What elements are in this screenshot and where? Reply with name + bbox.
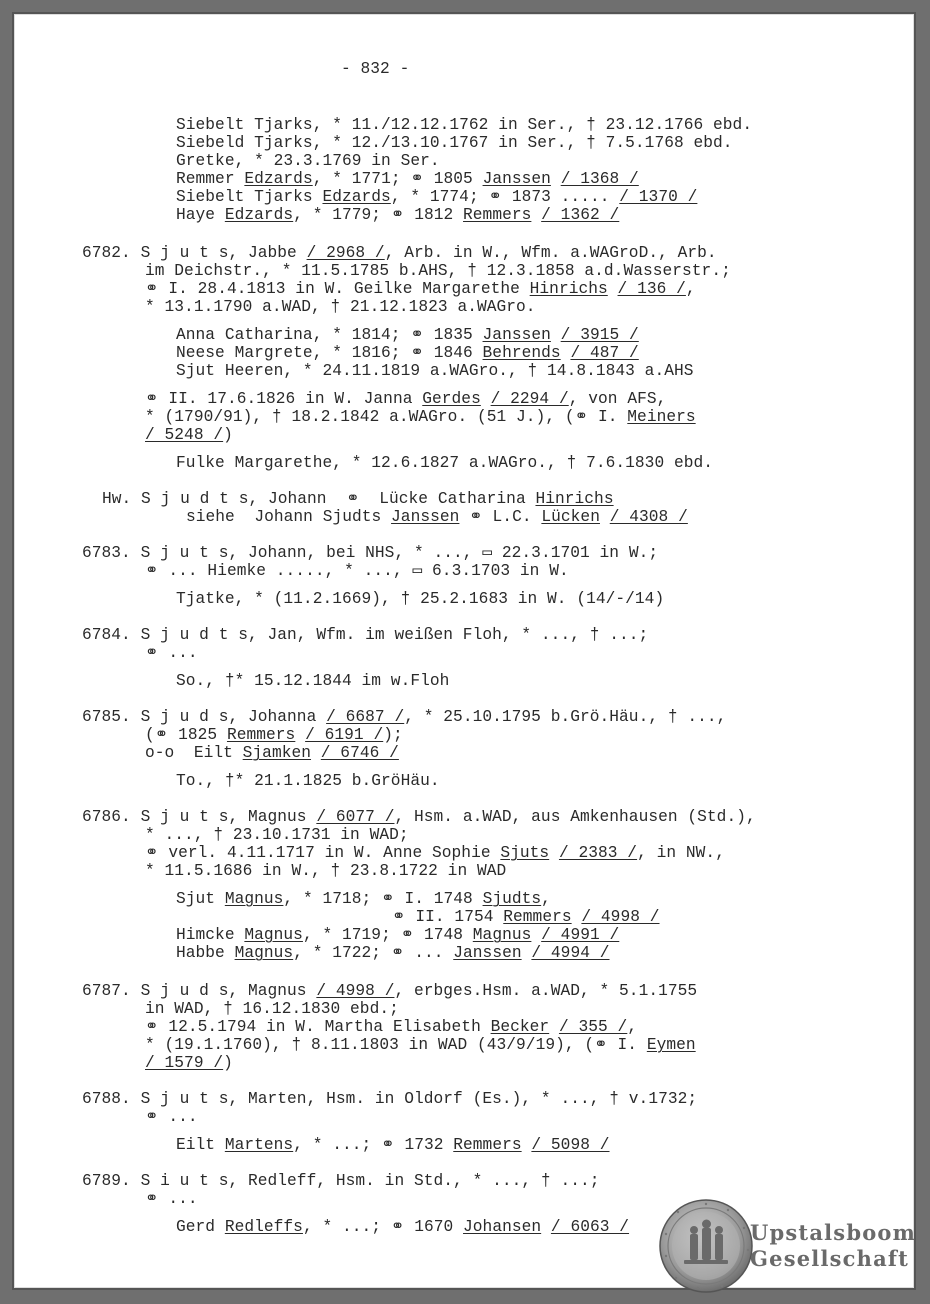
entry-line <box>176 926 619 944</box>
underlined-reference: Janssen <box>453 944 522 962</box>
underlined-reference: / 3915 / <box>560 326 639 344</box>
brand-name <box>750 1220 917 1272</box>
entry-text: , von AFS, <box>568 390 667 408</box>
underlined-reference: Magnus <box>224 890 284 908</box>
entry-text: Habbe <box>176 944 235 962</box>
entry-text <box>551 326 561 344</box>
entry-text <box>549 1018 559 1036</box>
underlined-reference: Behrends <box>482 344 561 362</box>
entry-line <box>145 1108 198 1126</box>
entry-text: ) <box>223 1054 233 1072</box>
entry-text <box>481 390 491 408</box>
entry-text: siehe Johann Sjudts <box>186 508 392 526</box>
document-page <box>14 14 917 1288</box>
underlined-reference: / 4998 / <box>581 908 660 926</box>
entry-text <box>572 908 582 926</box>
entry-text: 6782. S j u t s, Jabbe <box>82 244 307 262</box>
entry-text: Sjut <box>176 890 225 908</box>
entry-text: ⚭ verl. 4.11.1717 in W. Anne Sophie <box>145 844 501 862</box>
entry-text <box>531 206 541 224</box>
underlined-reference: / 6063 / <box>550 1218 630 1236</box>
brand-line-1: Upstalsboom <box>750 1220 917 1245</box>
underlined-reference: Eymen <box>646 1036 696 1054</box>
entry-text: ); <box>383 726 403 744</box>
entry-text: im Deichstr., * 11.5.1785 b.AHS, † 12.3.1858 a.d.Wasserstr.; <box>145 262 731 280</box>
entry-text: ⚭ II. 1754 <box>392 908 504 926</box>
entry-line <box>176 170 639 188</box>
underlined-reference: Sjamken <box>242 744 312 762</box>
entry-line <box>145 826 409 844</box>
entry-line <box>145 1018 637 1036</box>
entry-line <box>145 408 696 426</box>
entry-text: , <box>685 280 696 298</box>
entry-line <box>176 188 697 206</box>
underlined-reference: / 6746 / <box>320 744 399 762</box>
underlined-reference: Magnus <box>234 944 294 962</box>
entry-line <box>82 982 697 1000</box>
underlined-reference: Remmers <box>463 206 532 224</box>
entry-line <box>145 262 731 280</box>
entry-text: ⚭ 12.5.1794 in W. Martha Elisabeth <box>145 1018 491 1036</box>
underlined-reference: / 2968 / <box>306 244 385 262</box>
entry-line <box>176 362 694 380</box>
entry-text: Sjut Heeren, * 24.11.1819 a.WAGro., † 14.8.1843 a.AHS <box>176 362 694 380</box>
entry-text: Remmer <box>176 170 245 188</box>
underlined-reference: Edzards <box>244 170 313 188</box>
entry-text: Anna Catharina, * 1814; ⚭ 1835 <box>176 326 483 344</box>
entry-text: * (19.1.1760), † 8.11.1803 in WAD (43/9/19), (⚭ I. <box>145 1036 647 1054</box>
entry-text <box>541 1218 551 1236</box>
entry-text: Hw. S j u d t s, Johann ⚭ Lücke Catharina <box>102 490 536 508</box>
underlined-reference: Edzards <box>322 188 391 206</box>
underlined-reference: Meiners <box>627 408 696 426</box>
underlined-reference: Janssen <box>391 508 460 526</box>
underlined-reference: Johansen <box>463 1218 542 1236</box>
entry-text: Siebeld Tjarks, * 12./13.10.1767 in Ser., † 7.5.1768 ebd. <box>176 134 733 152</box>
underlined-reference: Hinrichs <box>529 280 608 298</box>
entry-line <box>145 744 399 762</box>
entry-line <box>176 590 664 608</box>
entry-text: , * 1771; ⚭ 1805 <box>312 170 483 188</box>
entry-text: * ..., † 23.10.1731 in WAD; <box>145 826 409 844</box>
entry-text: ⚭ ... <box>145 644 198 662</box>
entry-text: Gretke, * 23.3.1769 in Ser. <box>176 152 440 170</box>
underlined-reference: Edzards <box>224 206 294 224</box>
entry-line <box>82 808 756 826</box>
underlined-reference: / 1579 / <box>145 1054 224 1072</box>
underlined-reference: Lücken <box>541 508 600 526</box>
underlined-reference: / 4998 / <box>316 982 395 1000</box>
entry-text: , * 25.10.1795 b.Grö.Häu., † ..., <box>404 708 727 726</box>
entry-text: , * ...; ⚭ 1732 <box>293 1136 454 1154</box>
entry-text: , * 1774; ⚭ 1873 ..... <box>390 188 620 206</box>
underlined-reference: / 1370 / <box>619 188 698 206</box>
underlined-reference: Redleffs <box>224 1218 303 1236</box>
entry-line <box>176 152 440 170</box>
entry-text: ⚭ II. 17.6.1826 in W. Janna <box>145 390 423 408</box>
entry-text: , * 1722; ⚭ ... <box>293 944 454 962</box>
entry-line <box>176 206 619 224</box>
entry-text <box>561 344 571 362</box>
entry-text: , <box>541 890 551 908</box>
underlined-reference: / 2294 / <box>490 390 569 408</box>
page-number: - 832 - <box>341 60 410 78</box>
entry-text: Himcke <box>176 926 245 944</box>
entry-text: , Hsm. a.WAD, aus Amkenhausen (Std.), <box>394 808 756 826</box>
entry-text: 6789. S i u t s, Redleff, Hsm. in Std., * ..., † ...; <box>82 1172 600 1190</box>
entry-line <box>145 1036 696 1054</box>
entry-text <box>531 926 541 944</box>
entry-text <box>522 1136 532 1154</box>
entry-text: ⚭ ... Hiemke ....., * ..., ▭ 6.3.1703 in W. <box>145 562 569 580</box>
entry-line <box>176 1136 610 1154</box>
underlined-reference: Becker <box>490 1018 550 1036</box>
entry-text: * 11.5.1686 in W., † 23.8.1722 in WAD <box>145 862 507 880</box>
entry-line <box>176 326 639 344</box>
entry-text <box>551 170 561 188</box>
entry-line <box>82 244 717 262</box>
entry-text: , erbges.Hsm. a.WAD, * 5.1.1755 <box>394 982 698 1000</box>
underlined-reference: Magnus <box>472 926 532 944</box>
entry-line <box>145 390 666 408</box>
entry-line <box>145 298 536 316</box>
entry-text <box>608 280 618 298</box>
entry-line <box>145 1054 233 1072</box>
entry-line <box>145 426 233 444</box>
entry-text: 6784. S j u d t s, Jan, Wfm. im weißen Floh, * ..., † ...; <box>82 626 649 644</box>
entry-text: Gerd <box>176 1218 225 1236</box>
underlined-reference: / 1368 / <box>560 170 639 188</box>
entry-text: ⚭ ... <box>145 1108 198 1126</box>
underlined-reference: Martens <box>224 1136 294 1154</box>
entry-line <box>145 726 403 744</box>
entry-text <box>295 726 305 744</box>
entry-text: Tjatke, * (11.2.1669), † 25.2.1683 in W. (14/-/14) <box>176 590 665 608</box>
entry-text: So., †* 15.12.1844 im w.Floh <box>176 672 450 690</box>
entry-line <box>176 672 449 690</box>
entry-text: 6783. S j u t s, Johann, bei NHS, * ..., ▭ 22.3.1701 in W.; <box>82 544 659 562</box>
underlined-reference: / 4994 / <box>531 944 610 962</box>
entry-line <box>176 772 440 790</box>
underlined-reference: Janssen <box>482 326 551 344</box>
entry-text: , * 1779; ⚭ 1812 <box>293 206 464 224</box>
entry-text: , Arb. in W., Wfm. a.WAGroD., Arb. <box>384 244 717 262</box>
underlined-reference: / 136 / <box>617 280 686 298</box>
society-seal-icon <box>658 1198 754 1294</box>
entry-line <box>145 844 725 862</box>
underlined-reference: / 6687 / <box>326 708 405 726</box>
entry-text: Haye <box>176 206 225 224</box>
entry-line <box>176 344 639 362</box>
entry-text: , * ...; ⚭ 1670 <box>302 1218 464 1236</box>
entry-text: 6786. S j u t s, Magnus <box>82 808 317 826</box>
underlined-reference: / 4308 / <box>609 508 688 526</box>
underlined-reference: Gerdes <box>422 390 481 408</box>
underlined-reference: / 355 / <box>558 1018 628 1036</box>
entry-text: ⚭ ... <box>145 1190 198 1208</box>
entry-text <box>600 508 610 526</box>
entry-line <box>176 890 551 908</box>
entry-line <box>392 908 660 926</box>
underlined-reference: Sjuts <box>500 844 550 862</box>
entry-line <box>176 944 610 962</box>
entry-text: 6787. S j u d s, Magnus <box>82 982 317 1000</box>
entry-line <box>145 1190 198 1208</box>
entry-line <box>145 1000 399 1018</box>
entry-text: * (1790/91), † 18.2.1842 a.WAGro. (51 J.), (⚭ I. <box>145 408 628 426</box>
entry-text: Siebelt Tjarks, * 11./12.12.1762 in Ser., † 23.12.1766 ebd. <box>176 116 753 134</box>
entry-line <box>82 1172 600 1190</box>
underlined-reference: Sjudts <box>482 890 542 908</box>
entry-text: Siebelt Tjarks <box>176 188 323 206</box>
underlined-reference: Remmers <box>503 908 572 926</box>
entry-text: Neese Margrete, * 1816; ⚭ 1846 <box>176 344 483 362</box>
entry-line <box>145 644 198 662</box>
underlined-reference: / 6077 / <box>316 808 395 826</box>
entry-text: , in NW., <box>637 844 725 862</box>
entry-text: ) <box>223 426 233 444</box>
brand-line-2: Gesellschaft <box>750 1246 910 1271</box>
entry-text: , * 1719; ⚭ 1748 <box>302 926 473 944</box>
entry-text <box>522 944 532 962</box>
entry-text: To., †* 21.1.1825 b.GröHäu. <box>176 772 440 790</box>
entry-line <box>102 490 614 508</box>
entry-line <box>82 544 658 562</box>
entry-text: Fulke Margarethe, * 12.6.1827 a.WAGro., † 7.6.1830 ebd. <box>176 454 714 472</box>
entry-line <box>145 562 569 580</box>
underlined-reference: / 6191 / <box>305 726 384 744</box>
entry-line <box>176 454 713 472</box>
underlined-reference: Janssen <box>482 170 551 188</box>
entry-text: * 13.1.1790 a.WAD, † 21.12.1823 a.WAGro. <box>145 298 536 316</box>
entry-line <box>176 116 752 134</box>
underlined-reference: / 2383 / <box>558 844 638 862</box>
entry-text: , <box>627 1018 638 1036</box>
underlined-reference: / 5098 / <box>531 1136 610 1154</box>
underlined-reference: / 5248 / <box>145 426 224 444</box>
entry-line <box>145 862 506 880</box>
entry-text: 6785. S j u d s, Johanna <box>82 708 327 726</box>
entry-line <box>82 626 648 644</box>
underlined-reference: Remmers <box>226 726 296 744</box>
entry-text: (⚭ 1825 <box>145 726 227 744</box>
underlined-reference: / 1362 / <box>541 206 620 224</box>
underlined-reference: Remmers <box>453 1136 522 1154</box>
entry-line <box>176 1218 629 1236</box>
underlined-reference: Magnus <box>244 926 303 944</box>
entry-text: , * 1718; ⚭ I. 1748 <box>283 890 483 908</box>
entry-line <box>145 280 696 298</box>
entry-text <box>311 744 321 762</box>
entry-line <box>82 1090 697 1108</box>
entry-text <box>549 844 559 862</box>
entry-text: Eilt <box>176 1136 225 1154</box>
entry-text: 6788. S j u t s, Marten, Hsm. in Oldorf (Es.), * ..., † v.1732; <box>82 1090 698 1108</box>
entry-text: in WAD, † 16.12.1830 ebd.; <box>145 1000 399 1018</box>
entry-line <box>82 708 726 726</box>
entry-line <box>176 134 733 152</box>
entry-text: ⚭ I. 28.4.1813 in W. Geilke Margarethe <box>145 280 530 298</box>
underlined-reference: / 487 / <box>570 344 639 362</box>
entry-text: ⚭ L.C. <box>459 508 542 526</box>
underlined-reference: Hinrichs <box>535 490 614 508</box>
entry-line <box>186 508 688 526</box>
entry-text: o-o Eilt <box>145 744 243 762</box>
underlined-reference: / 4991 / <box>541 926 620 944</box>
